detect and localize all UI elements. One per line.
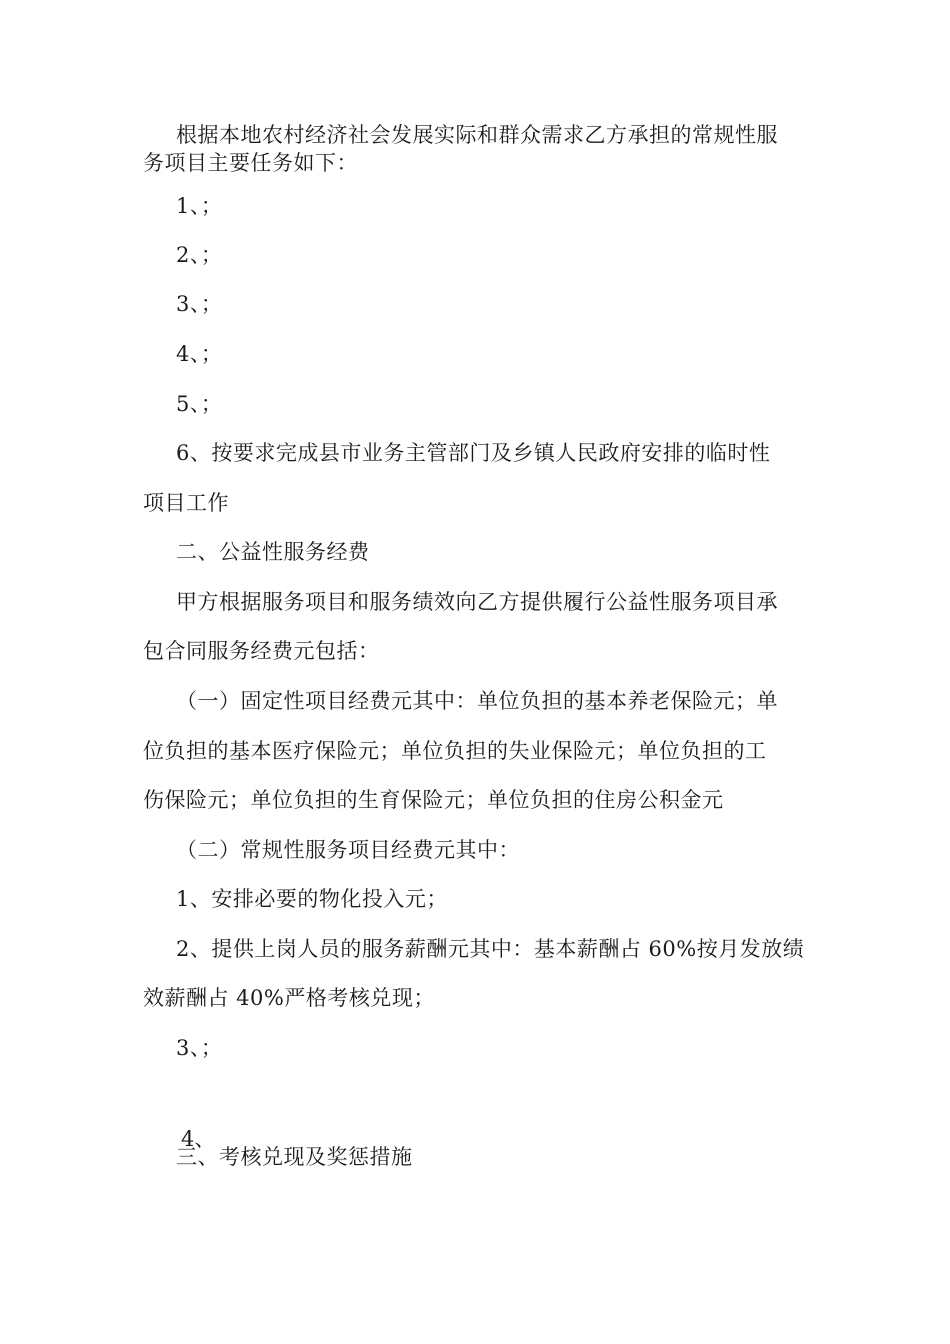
subsection-2-item-3: 3、； <box>176 1036 223 1060</box>
task-item-3: 3、； <box>176 292 223 316</box>
subsection-2-heading: （二）常规性服务项目经费元其中： <box>176 838 520 862</box>
task-item-5: 5、； <box>176 392 223 416</box>
task-item-2: 2、； <box>176 243 223 267</box>
subsection-1-line-2: 位负担的基本医疗保险元；单位负担的失业保险元；单位负担的工 <box>143 739 767 763</box>
section-heading-3: 三、考核兑现及奖惩措施 <box>176 1145 413 1169</box>
paragraph-funding-line-2: 包合同服务经费元包括： <box>143 639 380 663</box>
subsection-2-item-2-line-1: 2、提供上岗人员的服务薪酬元其中：基本薪酬占 60%按月发放绩 <box>176 937 805 961</box>
subsection-1-line-1: （一）固定性项目经费元其中：单位负担的基本养老保险元；单 <box>176 689 778 713</box>
task-item-1: 1、； <box>176 194 223 218</box>
subsection-1-line-3: 伤保险元；单位负担的生育保险元；单位负担的住房公积金元 <box>143 788 724 812</box>
task-item-6-line-1: 6、按要求完成县市业务主管部门及乡镇人民政府安排的临时性 <box>176 441 771 465</box>
task-item-6-line-2: 项目工作 <box>143 491 229 515</box>
paragraph-funding-line-1: 甲方根据服务项目和服务绩效向乙方提供履行公益性服务项目承 <box>176 590 778 614</box>
paragraph-intro-line-1: 根据本地农村经济社会发展实际和群众需求乙方承担的常规性服 <box>176 123 778 147</box>
section-heading-2: 二、公益性服务经费 <box>176 540 370 564</box>
task-item-4: 4、； <box>176 342 223 366</box>
paragraph-intro-line-2: 务项目主要任务如下： <box>143 151 358 175</box>
subsection-2-item-1: 1、安排必要的物化投入元； <box>176 887 448 911</box>
subsection-2-item-4: 4、 <box>181 1127 216 1151</box>
subsection-2-item-2-line-2: 效薪酬占 40%严格考核兑现； <box>143 986 435 1010</box>
